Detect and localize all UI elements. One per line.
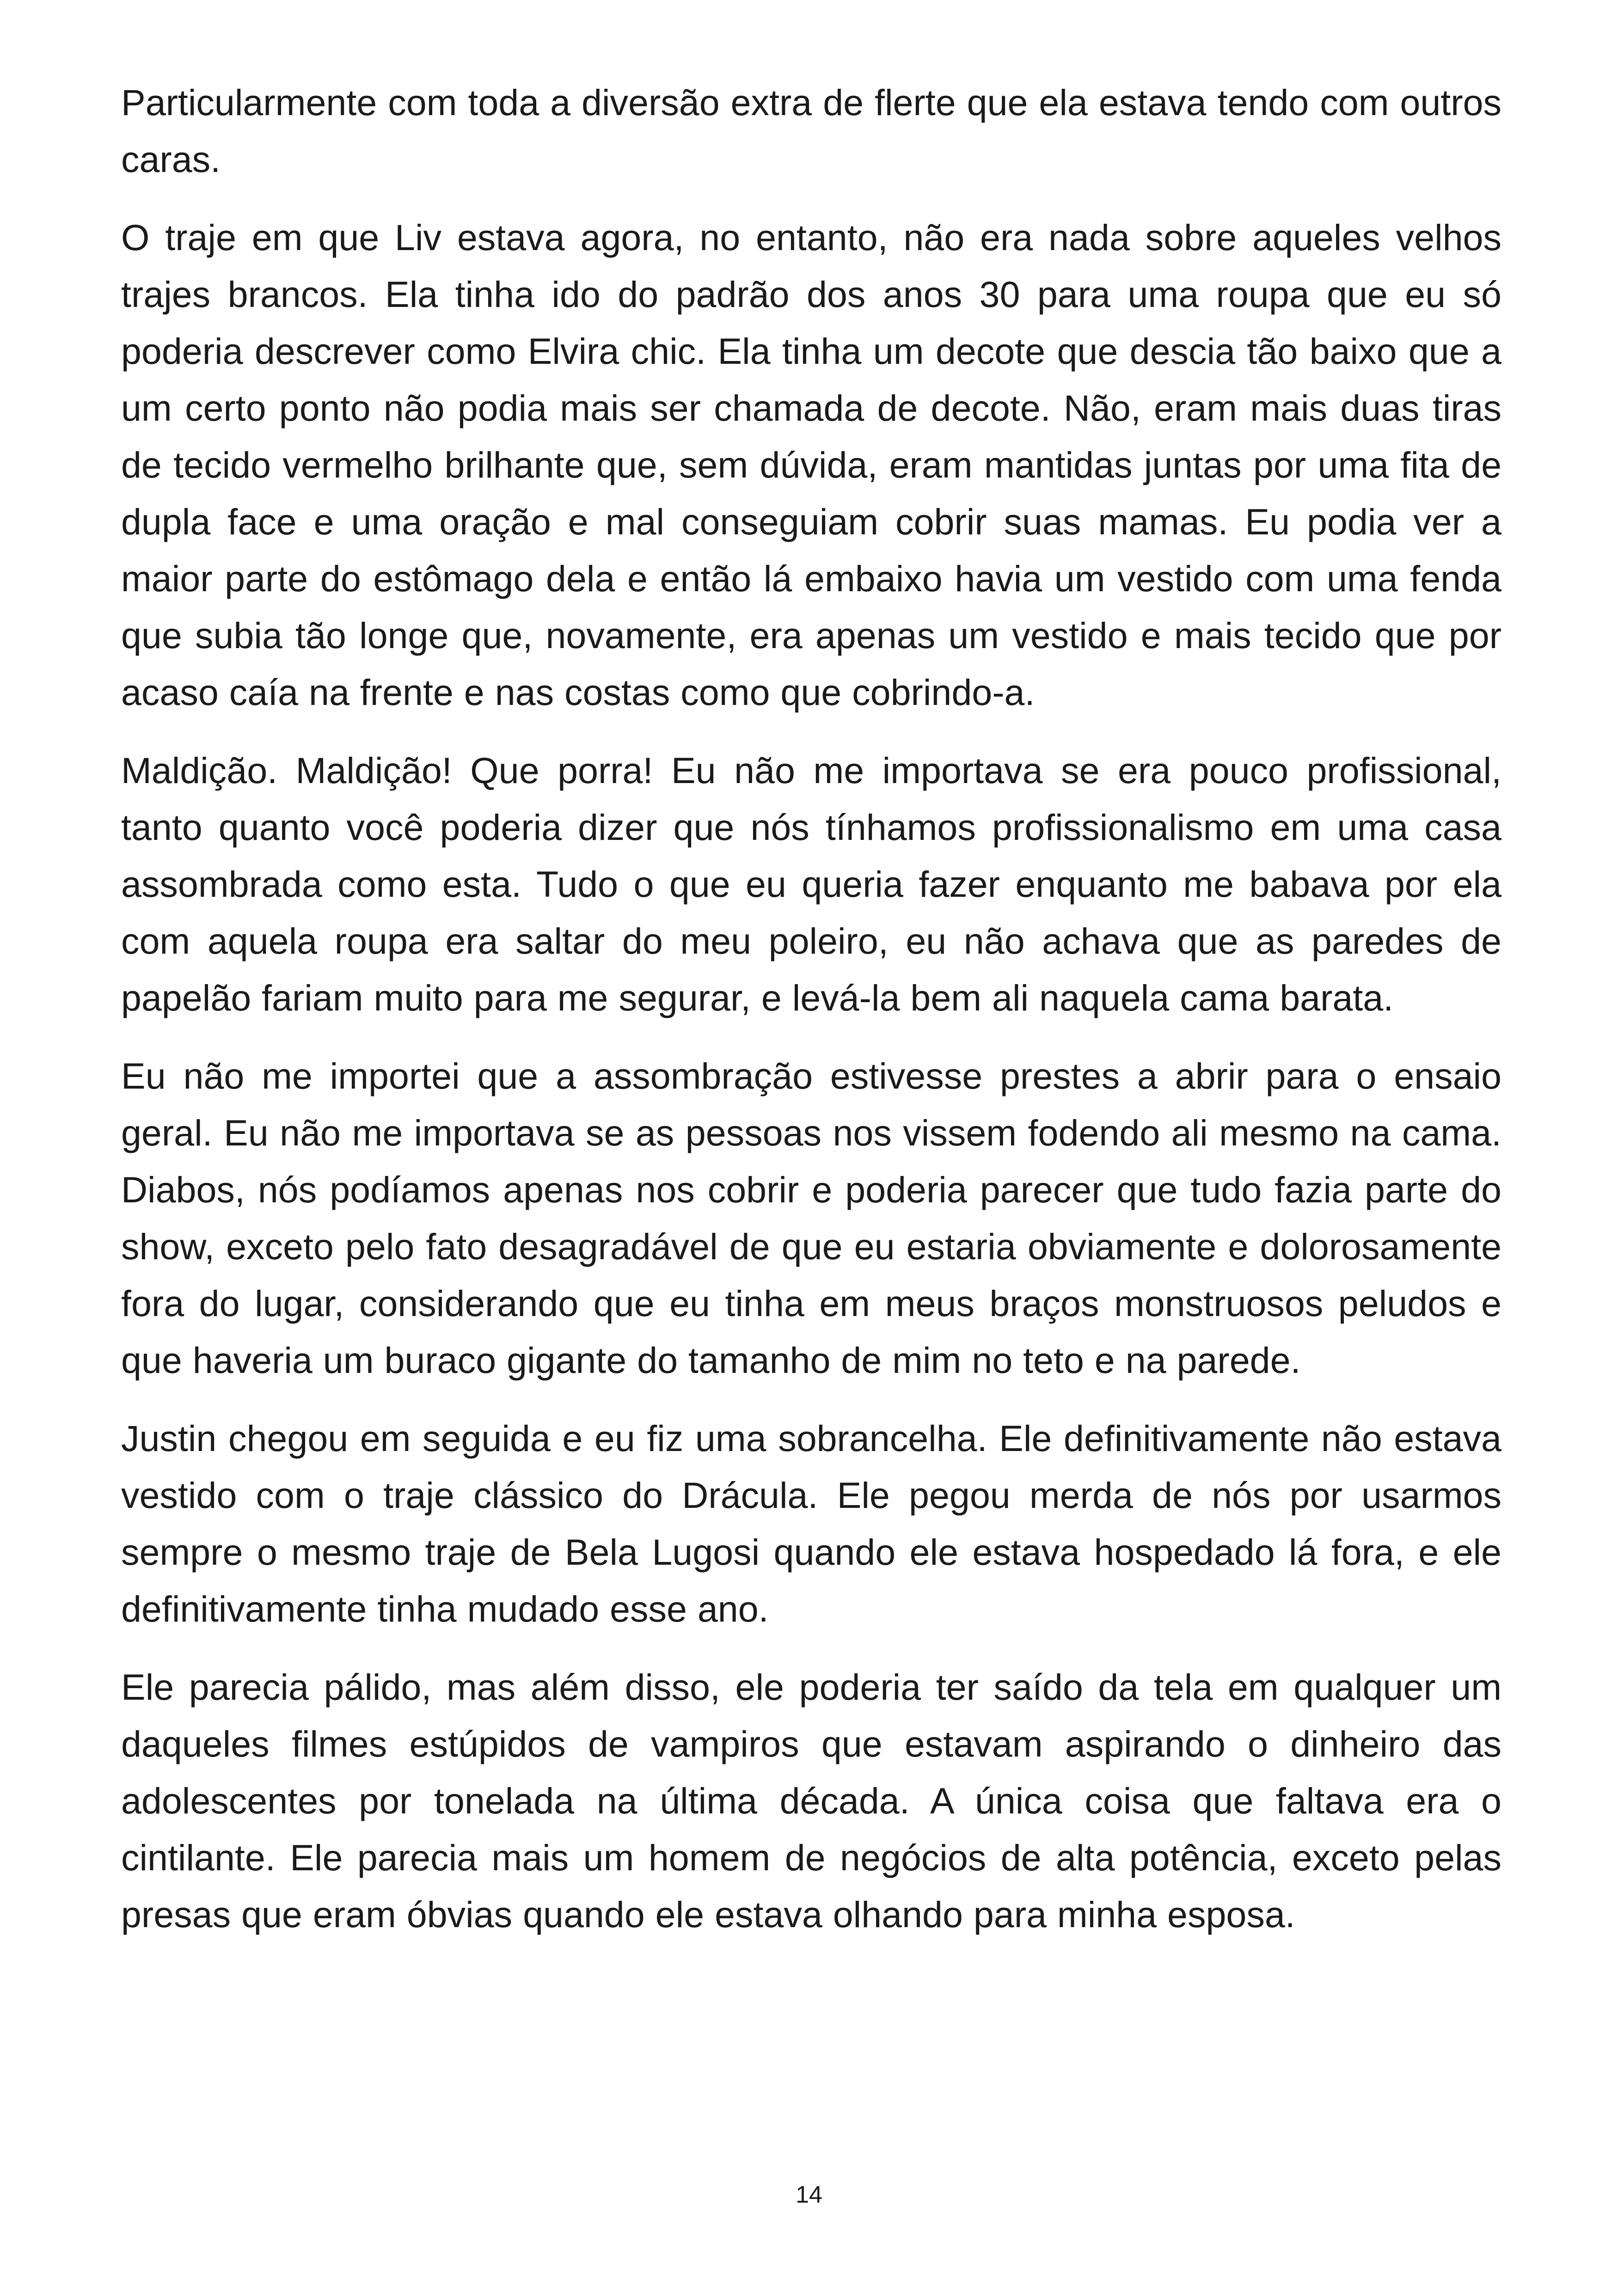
paragraph-1: Particularmente com toda a diversão extra de flerte que ela estava tendo com outros caras. [121,82,1502,180]
paragraph-2: O traje em que Liv estava agora, no entanto, não era nada sobre aqueles velhos trajes brancos. Ela tinha ido do padrão dos anos 30 para uma roupa que eu só poderia descrever como Elvira chic. Ela tinha um decote que descia tão baixo que a um certo ponto não podia mais ser chamada de decote. Não, eram mais duas tiras de tecido vermelho brilhante que, sem dúvida, eram mantidas juntas por uma fita de dupla face e uma oração e mal conseguiam cobrir suas mamas. Eu podia ver a maior parte do estômago dela e então lá embaixo havia um vestido com uma fenda que subia tão longe que, novamente, era apenas um vestido e mais tecido que por acaso caía na frente e nas costas como que cobrindo-a. [121,217,1502,713]
paragraph-4: Eu não me importei que a assombração estivesse prestes a abrir para o ensaio geral. Eu não me importava se as pessoas nos vissem fodendo ali mesmo na cama. Diabos, nós podíamos apenas nos cobrir e poderia parecer que tudo fazia parte do show, exceto pelo fato desagradável de que eu estaria obviamente e dolorosamente fora do lugar, considerando que eu tinha em meus braços monstruosos peludos e que haveria um buraco gigante do tamanho de mim no teto e na parede. [121,1055,1502,1381]
paragraph-3: Maldição. Maldição! Que porra! Eu não me importava se era pouco profissional, tanto quanto você poderia dizer que nós tínhamos profissionalismo em uma casa assombrada como esta. Tudo o que eu queria fazer enquanto me babava por ela com aquela roupa era saltar do meu poleiro, eu não achava que as paredes de papelão fariam muito para me segurar, e levá-la bem ali naquela cama barata. [121,750,1502,1018]
paragraph-6: Ele parecia pálido, mas além disso, ele poderia ter saído da tela em qualquer um daqueles filmes estúpidos de vampiros que estavam aspirando o dinheiro das adolescentes por tonelada na última década. A única coisa que faltava era o cintilante. Ele parecia mais um homem de negócios de alta potência, exceto pelas presas que eram óbvias quando ele estava olhando para minha esposa. [121,1666,1502,1935]
paragraph-5: Justin chegou em seguida e eu fiz uma sobrancelha. Ele definitivamente não estava vestido com o traje clássico do Drácula. Ele pegou merda de nós por usarmos sempre o mesmo traje de Bela Lugosi quando ele estava hospedado lá fora, e ele definitivamente tinha mudado esse ano. [121,1418,1502,1629]
page-body [121,74,1502,1964]
page-number: 14 [796,2181,822,2208]
